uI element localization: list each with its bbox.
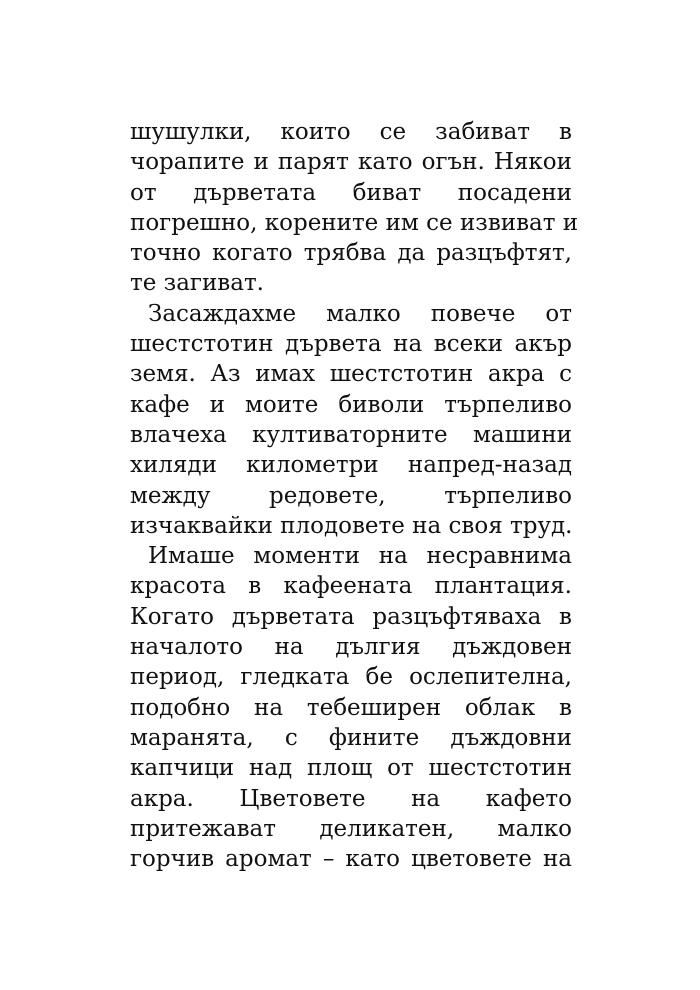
text-line: от дърветата биват посадени — [130, 179, 572, 206]
text-line: земя. Аз имах шестстотин акра с — [130, 361, 572, 388]
text-line: акра. Цветовете на кафето — [130, 785, 572, 812]
text-line: кафе и моите биволи търпеливо — [130, 391, 572, 418]
text-line: между редовете, търпеливо — [130, 482, 572, 509]
text-line: влачеха култиваторните машини — [130, 421, 572, 448]
text-line: началото на дългия дъждовен — [130, 634, 572, 661]
text-line: изчаквайки плодовете на своя труд. — [130, 512, 573, 539]
text-line: притежават деликатен, малко — [130, 815, 572, 842]
text-line: горчив аромат – като цветовете на — [130, 846, 572, 873]
text-line: чорапите и парят като огън. Някои — [130, 149, 572, 176]
text-line: хиляди километри напред-назад — [130, 452, 572, 479]
text-line: Имаше моменти на несравнима — [148, 543, 572, 570]
page-text — [130, 117, 579, 874]
text-line: погрешно, корените им се извиват и — [130, 209, 579, 236]
text-line: те загиват. — [130, 270, 264, 297]
text-line: подобно на тебеширен облак в — [130, 694, 572, 721]
text-line: капчици над площ от шестстотин — [130, 755, 572, 782]
text-line: маранята, с фините дъждовни — [130, 724, 572, 751]
text-line: период, гледката бе ослепителна, — [130, 664, 572, 691]
text-line: шестстотин дървета на всеки акър — [130, 331, 572, 358]
text-line: точно когато трябва да разцъфтят, — [130, 240, 572, 267]
text-line: шушулки, които се забиват в — [130, 119, 572, 145]
text-line: Когато дърветата разцъфтяваха в — [130, 603, 572, 630]
text-line: Засаждахме малко повече от — [148, 300, 572, 327]
text-line: красота в кафеената плантация. — [130, 573, 572, 600]
